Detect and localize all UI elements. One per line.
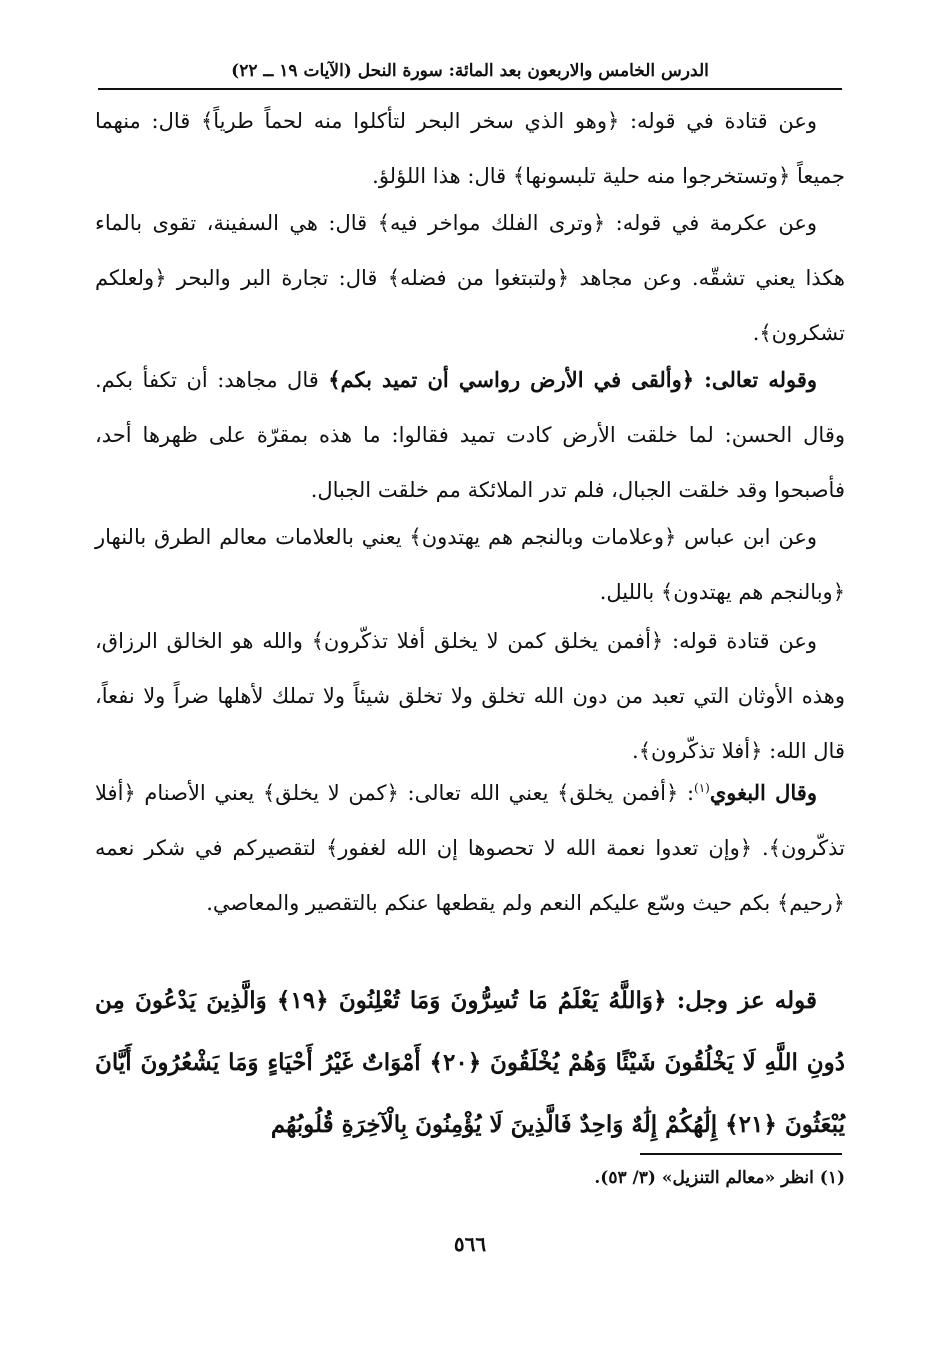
paragraph-lead: وقوله تعالى: ﴿وألقى في الأرض رواسي أن تميد بكم﴾ [328,367,818,392]
paragraph-text: وعن قتادة قوله: ﴿أفمن يخلق كمن لا يخلق أفلا تذكّرون﴾ والله هو الخالق الرزاق، وهذه الأوثان التي تعبد من دون الله تخلق ولا تخلق شيئاً ولا تملك لأهلها ضراً ولا نفعاً، قال الله: ﴿أفلا تذكّرون﴾. [95,629,845,763]
page-number: ٥٦٦ [453,1232,487,1256]
paragraph-mountains [95,352,845,518]
footnote: (١) انظر «معالم التنزيل» (٣/ ٥٣). [594,1168,845,1188]
paragraph-ikrima-ships [95,196,845,361]
header-divider [98,88,842,90]
paragraph-qatada-creator [95,614,845,779]
paragraph-text: وعن ابن عباس ﴿وعلامات وبالنجم هم يهتدون﴾ يعني بالعلامات معالم الطرق بالنهار ﴿وبالنجم هم يهتدون﴾ بالليل. [95,525,845,604]
paragraph-lead: وقال البغوي [709,780,817,805]
verse-text: ﴿وَاللَّهُ يَعْلَمُ مَا تُسِرُّونَ وَمَا تُعْلِنُونَ ﴿١٩﴾ وَالَّذِينَ يَدْعُونَ مِن دُونِ اللَّهِ لَا يَخْلُقُونَ شَيْئًا وَهُمْ يُخْلَقُونَ ﴿٢٠﴾ أَمْوَاتٌ غَيْرُ أَحْيَاءٍ وَمَا يَشْعُرُونَ أَيَّانَ يُبْعَثُونَ ﴿٢١﴾ إِلَٰهُكُمْ إِلَٰهٌ وَاحِدٌ فَالَّذِينَ لَا يُؤْمِنُونَ بِالْآخِرَةِ قُلُوبُهُم [95,987,845,1138]
footnote-divider [640,1153,842,1155]
verse-lead: قوله عز وجل: [676,987,817,1014]
paragraph-text: : ﴿أفمن يخلق﴾ يعني الله تعالى: ﴿كمن لا يخلق﴾ يعني الأصنام ﴿أفلا تذكّرون﴾. ﴿وإن تعدوا نعمة الله لا تحصوها إن الله لغفور﴾ لتقصيركم في شكر نعمه ﴿رحيم﴾ بكم حيث وسّع عليكم النعم ولم يقطعها عنكم بالتقصير والمعاصي. [95,781,845,915]
paragraph-text: وعن قتادة في قوله: ﴿وهو الذي سخر البحر لتأكلوا منه لحماً طرياً﴾ قال: منهما جميعاً ﴿وتستخرجوا منه حلية تلبسونها﴾ قال: هذا اللؤلؤ. [95,109,845,188]
paragraph-text: وعن عكرمة في قوله: ﴿وترى الفلك مواخر فيه﴾ قال: هي السفينة، تقوى بالماء هكذا يعني تشقّه. وعن مجاهد ﴿ولتبتغوا من فضله﴾ قال: تجارة البر والبحر ﴿ولعلكم تشكرون﴾. [95,211,845,345]
footnote-marker[interactable]: (١) [694,781,710,795]
paragraph-ibn-abbas-stars [95,510,845,620]
quran-verse-block [95,970,845,1156]
paragraph-baghawi [95,765,845,931]
paragraph-text: قال مجاهد: أن تكفأ بكم. وقال الحسن: لما خلقت الأرض كادت تميد فقالوا: ما هذه بمقرّة على ظهرها أحد، فأصبحوا وقد خلقت الجبال، فلم تدر الملائكة مم خلقت الجبال. [95,368,845,502]
paragraph-qatada-sea [95,94,845,204]
running-header: الدرس الخامس والاربعون بعد المائة: سورة النحل (الآيات ١٩ ــ ٢٢) [231,61,709,81]
